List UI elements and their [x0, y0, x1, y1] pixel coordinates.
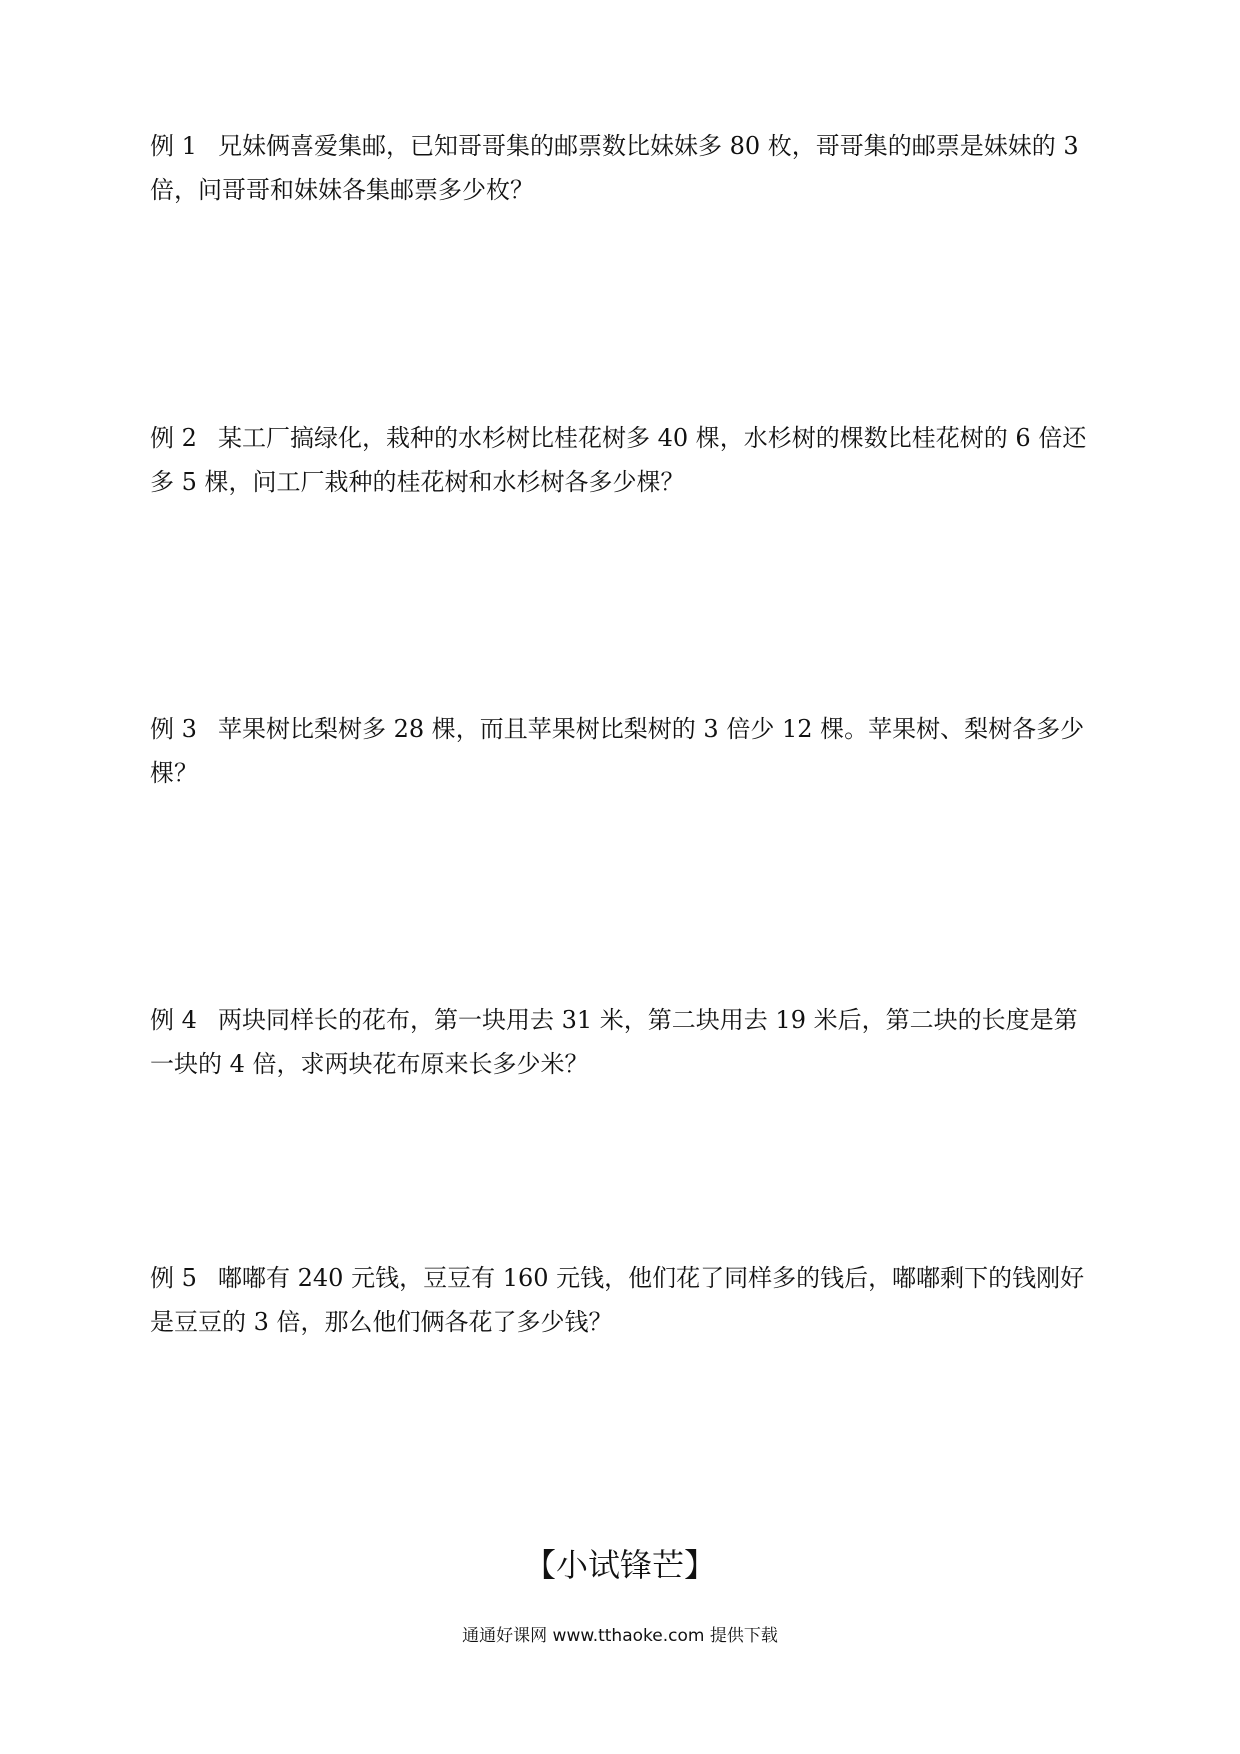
problem-3-label: 例 3 — [150, 715, 197, 743]
problem-4-text-1: 两块同样长的花布，第一块用去 31 米，第二块用去 19 米后，第二块的长度是第 — [218, 1006, 1078, 1034]
problem-2-label: 例 2 — [150, 424, 197, 452]
problem-4-label: 例 4 — [150, 1006, 197, 1034]
problem-5-line-1 — [150, 1256, 1100, 1300]
problem-1-line-1 — [150, 124, 1100, 168]
problem-3-text-1: 苹果树比梨树多 28 棵，而且苹果树比梨树的 3 倍少 12 棵。苹果树、梨树各多少 — [218, 715, 1085, 743]
problem-2-text-1: 某工厂搞绿化，栽种的水杉树比桂花树多 40 棵，水杉树的棵数比桂花树的 6 倍还 — [218, 424, 1087, 452]
problem-2-line-1 — [150, 416, 1100, 460]
problem-5-text-2: 是豆豆的 3 倍，那么他们俩各花了多少钱？ — [150, 1308, 613, 1336]
problem-5-text-1: 嘟嘟有 240 元钱，豆豆有 160 元钱，他们花了同样多的钱后，嘟嘟剩下的钱刚好 — [218, 1264, 1085, 1292]
problem-1 — [150, 124, 1100, 212]
problem-3-line-1 — [150, 707, 1100, 751]
problem-5 — [150, 1256, 1100, 1344]
problem-4-line-1 — [150, 998, 1100, 1042]
problem-3-text-2: 棵？ — [150, 759, 198, 787]
problem-1-text-1: 兄妹俩喜爱集邮，已知哥哥集的邮票数比妹妹多 80 枚，哥哥集的邮票是妹妹的 3 — [218, 132, 1079, 160]
problem-5-label: 例 5 — [150, 1264, 197, 1292]
problem-1-text-2: 倍，问哥哥和妹妹各集邮票多少枚？ — [150, 176, 534, 204]
problem-3 — [150, 707, 1100, 795]
page-footer: 通通好课网 www.tthaoke.com 提供下载 — [462, 1626, 778, 1646]
problem-4-text-2: 一块的 4 倍，求两块花布原来长多少米？ — [150, 1050, 589, 1078]
problem-4 — [150, 998, 1100, 1086]
section-title: 【小试锋芒】 — [523, 1546, 716, 1584]
problem-2-text-2: 多 5 棵，问工厂栽种的桂花树和水杉树各多少棵？ — [150, 468, 685, 496]
problem-2 — [150, 416, 1100, 504]
problem-1-label: 例 1 — [150, 132, 197, 160]
